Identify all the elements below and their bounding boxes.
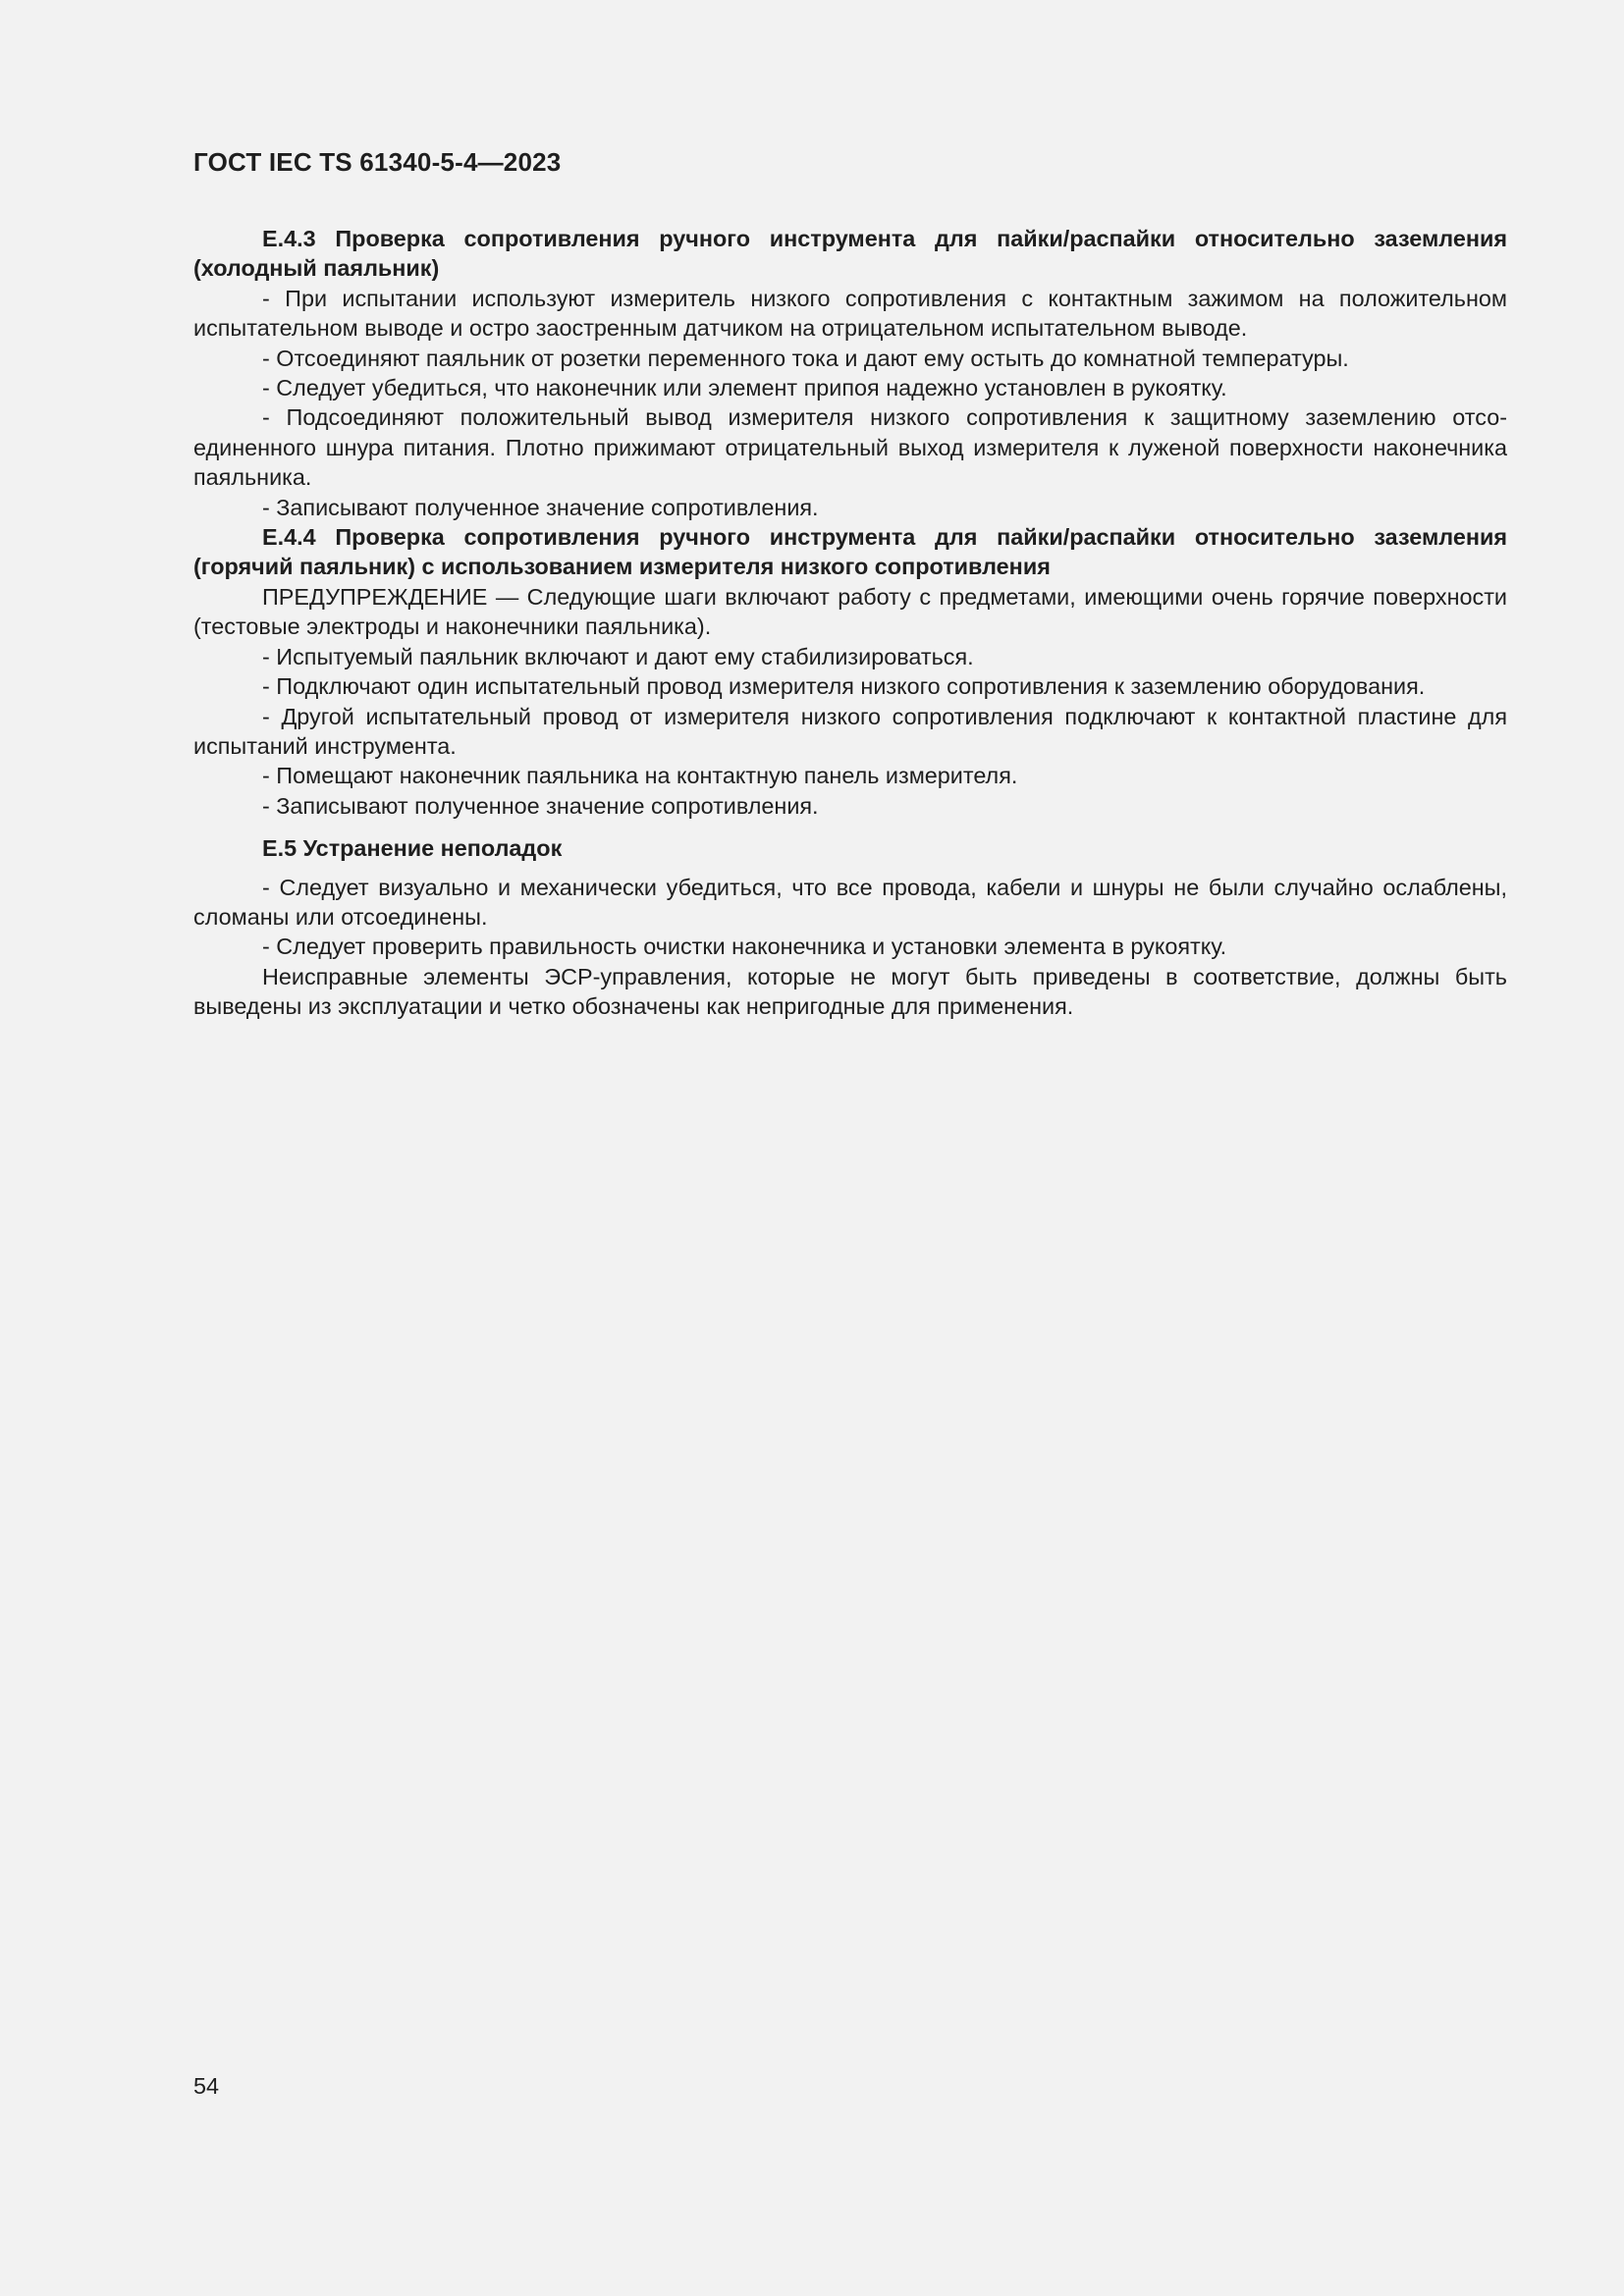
list-item: - Помещают наконечник паяльника на контактную панель измерителя. bbox=[262, 763, 1018, 789]
list-item: - Следует визуально и механически убедиться, что все провода, кабели и шнуры не были случайно ослаблены, сломаны или отсоединены. bbox=[193, 874, 1507, 930]
section-heading-e5: Е.5 Устранение неполадок bbox=[262, 835, 563, 862]
list-item: - Другой испытательный провод от измерителя низкого сопротивления подключают к контактной пластине для испытаний инструмента. bbox=[193, 703, 1507, 759]
section-heading-e43: Е.4.3 Проверка сопротивления ручного инструмента для пайки/распайки относительно заземления (холодный паяльник) bbox=[193, 226, 1507, 282]
list-item: - Подсоединяют положительный вывод измерителя низкого сопротивления к защитному заземлению отсоединенного шнура питания. Плотно прижимают отрицательный выход измерителя к луженой поверхности наконечника паяльника. bbox=[193, 404, 1507, 491]
warning-paragraph: ПРЕДУПРЕЖДЕНИЕ — Следующие шаги включают работу с предметами, имеющими очень горячие поверхности (тестовые электроды и наконечники паяльника). bbox=[193, 583, 1507, 640]
section-e43 bbox=[193, 224, 1507, 522]
document-header: ГОСТ IEC TS 61340-5-4—2023 bbox=[193, 147, 562, 177]
document-body bbox=[193, 224, 1507, 1022]
closing-paragraph: Неисправные элементы ЭСР-управления, которые не могут быть приведены в соответствие, должны быть выведены из эксплуатации и четко обозначены как непригодные для применения. bbox=[193, 963, 1507, 1020]
list-item: - Записывают полученное значение сопротивления. bbox=[262, 792, 819, 819]
list-item: - Следует проверить правильность очистки наконечника и установки элемента в рукоятку. bbox=[262, 934, 1227, 960]
list-item: - Подключают один испытательный провод измерителя низкого сопротивления к заземлению оборудования. bbox=[262, 673, 1426, 700]
list-item: - Отсоединяют паяльник от розетки переменного тока и дают ему остыть до комнатной температуры. bbox=[262, 345, 1349, 371]
list-item: - Записывают полученное значение сопротивления. bbox=[262, 494, 819, 520]
list-item: - Следует убедиться, что наконечник или элемент припоя надежно установлен в рукоятку. bbox=[262, 375, 1227, 401]
list-item: - При испытании используют измеритель низкого сопротивления с контактным зажимом на положительном испытательном выводе и остро заостренным датчиком на отрицательном испытательном выводе. bbox=[193, 285, 1507, 342]
section-e5 bbox=[193, 833, 1507, 1021]
page-number: 54 bbox=[193, 2073, 220, 2099]
section-heading-e44: Е.4.4 Проверка сопротивления ручного инструмента для пайки/распайки относительно заземления (горячий паяльник) с использованием измерителя низкого сопротивления bbox=[193, 524, 1507, 580]
list-item: - Испытуемый паяльник включают и дают ему стабилизироваться. bbox=[262, 643, 974, 669]
section-e44 bbox=[193, 522, 1507, 821]
